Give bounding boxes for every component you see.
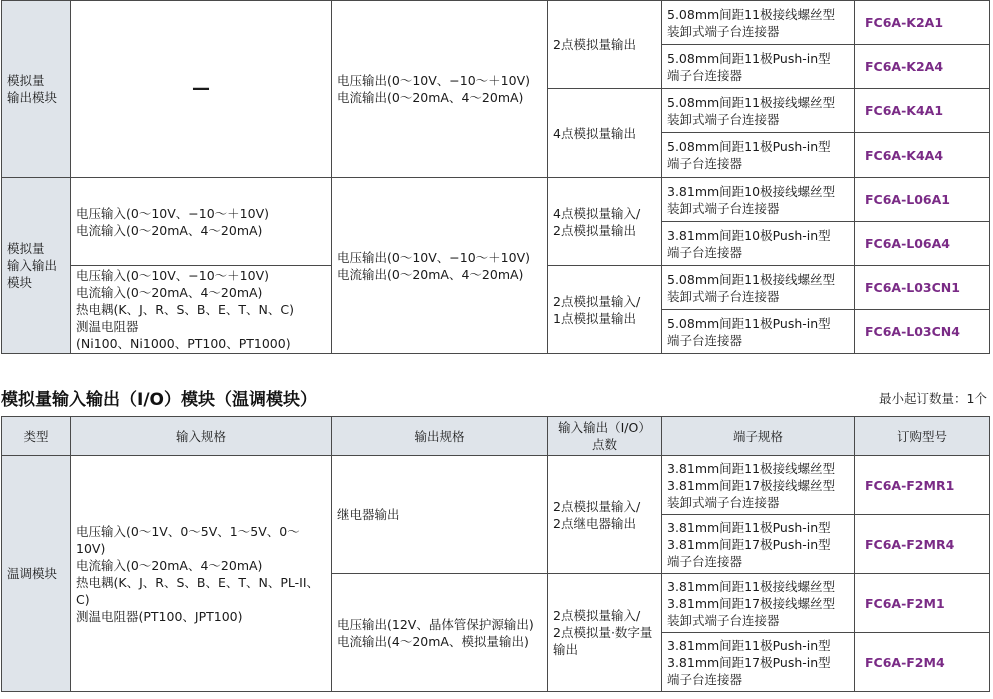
terminal-text: 5.08mm间距11极接线螺丝型 装卸式端子台连接器: [667, 271, 836, 304]
points-text: 2点模拟量输出: [553, 37, 636, 52]
input-spec-text: 电压输入(0～10V、−10～＋10V) 电流输入(0～20mA、4～20mA): [76, 205, 269, 238]
model-cell: [855, 310, 990, 354]
output-spec-cell: [332, 178, 548, 354]
points-text: 4点模拟量输出: [553, 125, 636, 141]
terminal-cell: [662, 456, 855, 515]
terminal-text: 3.81mm间距11极Push-in型 3.81mm间距17极Push-in型 端子台连接器: [667, 637, 831, 687]
min-order-quantity: 最小起订数量：1个: [879, 391, 987, 406]
points-cell: [548, 89, 662, 178]
points-cell: [548, 574, 662, 692]
spec-table-temp-control: [1, 416, 990, 692]
terminal-text: 3.81mm间距11极接线螺丝型 3.81mm间距17极接线螺丝型 装卸式端子台连接器: [667, 460, 836, 510]
spec-table-analog-output-io: [1, 0, 990, 354]
type-label: 模拟量 输出模块: [7, 73, 58, 105]
model-number: FC6A-K4A4: [865, 147, 944, 163]
terminal-cell: [662, 1, 855, 45]
model-cell: [855, 456, 990, 515]
terminal-text: 3.81mm间距11极接线螺丝型 3.81mm间距17极接线螺丝型 装卸式端子台连接器: [667, 578, 836, 628]
terminal-cell: [662, 515, 855, 574]
model-number: FC6A-F2M4: [865, 654, 945, 670]
points-text: 2点模拟量输入/ 2点模拟量·数字量输出: [553, 608, 653, 657]
model-cell: [855, 574, 990, 633]
input-spec-text: 电压输入(0～10V、−10～＋10V) 电流输入(0～20mA、4～20mA) 热电耦(K、J、R、S、B、E、T、N、C) 测温电阻器 (Ni100、Ni1000、PT100、PT1000): [76, 268, 294, 351]
model-number: FC6A-L03CN1: [865, 280, 960, 295]
output-spec-cell: [332, 574, 548, 692]
model-number: FC6A-K4A1: [865, 103, 944, 118]
terminal-text: 3.81mm间距10极接线螺丝型 装卸式端子台连接器: [667, 183, 836, 216]
input-spec-text: 电压输入(0～1V、0～5V、1～5V、0～10V) 电流输入(0～20mA、4～20mA) 热电耦(K、J、R、S、B、E、T、N、PL-II、C) 测温电阻器(PT100、JPT100): [76, 523, 320, 624]
output-spec-text: 电压输出(0～10V、−10～＋10V) 电流输出(0～20mA、4～20mA): [337, 249, 530, 282]
type-cell: [2, 1, 71, 178]
input-spec-cell: [71, 266, 332, 354]
output-spec-cell: [332, 456, 548, 574]
terminal-text: 5.08mm间距11极接线螺丝型 装卸式端子台连接器: [667, 6, 836, 39]
table-row: [2, 1, 990, 45]
points-text: 4点模拟量输入/ 2点模拟量输出: [553, 205, 641, 238]
points-cell: [548, 178, 662, 266]
terminal-text: 5.08mm间距11极接线螺丝型 装卸式端子台连接器: [667, 94, 836, 127]
model-number: FC6A-L03CN4: [865, 324, 960, 339]
output-spec-text: 继电器输出: [337, 507, 400, 522]
table-header-row: [2, 417, 990, 456]
output-spec-cell: [332, 1, 548, 178]
model-number: FC6A-K2A4: [865, 59, 944, 74]
terminal-cell: [662, 89, 855, 133]
type-label: 温调模块: [7, 566, 58, 581]
model-cell: [855, 45, 990, 89]
model-cell: [855, 266, 990, 310]
terminal-text: 5.08mm间距11极Push-in型 端子台连接器: [667, 139, 831, 171]
section-title: 模拟量输入输出（I/O）模块（温调模块）: [1, 390, 317, 410]
points-text: 2点模拟量输入/ 1点模拟量输出: [553, 293, 641, 326]
terminal-cell: [662, 45, 855, 89]
table-row: [2, 456, 990, 515]
type-cell: [2, 456, 71, 692]
input-spec-dash: —: [192, 78, 210, 99]
terminal-text: 3.81mm间距10极Push-in型 端子台连接器: [667, 227, 831, 260]
terminal-cell: [662, 133, 855, 178]
output-spec-text: 电压输出(12V、晶体管保护源输出) 电流输出(4～20mA、模拟量输出): [337, 616, 534, 649]
terminal-cell: [662, 574, 855, 633]
model-cell: [855, 222, 990, 266]
output-spec-text: 电压输出(0～10V、−10～＋10V) 电流输出(0～20mA、4～20mA): [337, 73, 530, 105]
terminal-cell: [662, 222, 855, 266]
terminal-cell: [662, 266, 855, 310]
model-cell: [855, 1, 990, 45]
model-number: FC6A-F2MR4: [865, 536, 955, 552]
points-cell: [548, 456, 662, 574]
terminal-cell: [662, 310, 855, 354]
header-terminal: 端子规格: [662, 417, 855, 456]
terminal-text: 5.08mm间距11极Push-in型 端子台连接器: [667, 315, 831, 348]
model-cell: [855, 133, 990, 178]
model-number: FC6A-K2A1: [865, 15, 944, 30]
type-label: 模拟量 输入输出 模块: [7, 241, 58, 290]
terminal-cell: [662, 178, 855, 222]
model-cell: [855, 89, 990, 133]
input-spec-cell: [71, 1, 332, 178]
model-number: FC6A-F2MR1: [865, 477, 955, 493]
header-model: 订购型号: [855, 417, 990, 456]
points-cell: [548, 1, 662, 89]
header-type: 类型: [2, 417, 71, 456]
model-cell: [855, 515, 990, 574]
model-number: FC6A-L06A1: [865, 192, 951, 207]
input-spec-cell: [71, 178, 332, 266]
header-output: 输出规格: [332, 417, 548, 456]
model-cell: [855, 633, 990, 692]
header-input: 输入规格: [71, 417, 332, 456]
type-cell: [2, 178, 71, 354]
model-cell: [855, 178, 990, 222]
points-cell: [548, 266, 662, 354]
input-spec-cell: [71, 456, 332, 692]
header-points: 输入输出（I/O） 点数: [548, 417, 662, 456]
terminal-text: 3.81mm间距11极Push-in型 3.81mm间距17极Push-in型 端子台连接器: [667, 519, 831, 569]
table-row: [2, 178, 990, 222]
model-number: FC6A-L06A4: [865, 236, 951, 251]
model-number: FC6A-F2M1: [865, 595, 945, 611]
terminal-cell: [662, 633, 855, 692]
terminal-text: 5.08mm间距11极Push-in型 端子台连接器: [667, 50, 831, 83]
points-text: 2点模拟量输入/ 2点继电器输出: [553, 498, 641, 531]
